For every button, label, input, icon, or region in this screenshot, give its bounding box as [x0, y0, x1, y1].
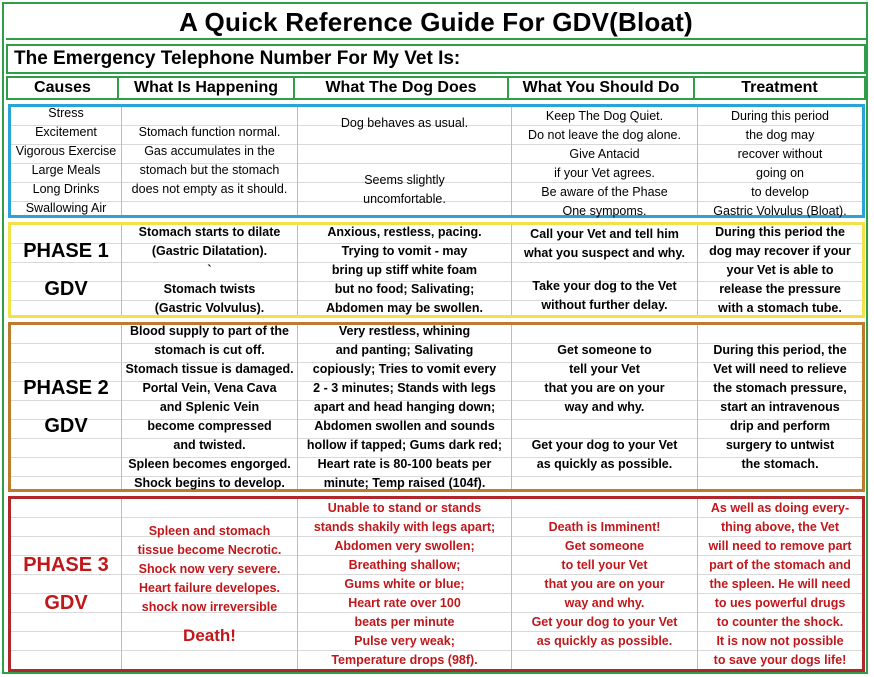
section-phase-1 [8, 222, 865, 318]
phase3-dog-does [298, 499, 512, 669]
phase3-sublabel: GDV [44, 592, 88, 614]
phase3-happening [122, 522, 297, 617]
section-phase-2 [8, 322, 865, 492]
phase2-should-do [512, 325, 698, 489]
section-phase-3 [8, 496, 865, 672]
cell-line: start an intravenous [720, 399, 840, 414]
cell-line: thing above, the Vet [720, 519, 840, 534]
death-label: Death! [183, 625, 236, 645]
header-dog-does: What The Dog Does [295, 78, 509, 98]
phase1-dog-does [298, 225, 512, 315]
cell-line: that you are on your [544, 380, 665, 395]
phase3-treatment [698, 499, 862, 669]
cell-line: the dog may [745, 128, 815, 142]
cell-line: recover without [737, 147, 823, 161]
cell-line: During this period, the [713, 342, 847, 357]
cell-line: dog may recover if your [709, 243, 851, 258]
cell-line: Shock begins to develop. [134, 475, 285, 490]
cell-line: One sympoms. [562, 204, 647, 218]
cell-line: Keep The Dog Quiet. [545, 109, 664, 123]
cell-line [512, 417, 697, 436]
cell-line: Heart failure developes. [138, 580, 281, 595]
cell-line: become compressed [147, 418, 272, 433]
cell-line: with a stomach tube. [718, 300, 842, 315]
cell-line: uncomfortable. [363, 191, 446, 206]
cell-line: drip and perform [729, 418, 830, 433]
cell-line: your Vet is able to [726, 262, 834, 277]
cell-line: Unable to stand or stands [327, 500, 482, 515]
cell-line [512, 263, 697, 277]
cell-line: Gums white or blue; [344, 576, 465, 591]
cell-line: and Splenic Vein [159, 399, 260, 414]
cell-line: stomach is cut off. [154, 342, 265, 357]
cell-line: (Gastric Dilatation). [151, 243, 268, 258]
phase1-should-do [512, 225, 698, 315]
cell-line: bring up stiff white foam [331, 262, 478, 277]
cell-line: Spleen becomes engorged. [128, 456, 291, 471]
cell-line: It is now not possible [716, 633, 844, 648]
page-title: A Quick Reference Guide For GDV(Bloat) [6, 6, 866, 40]
cell-line [298, 133, 511, 152]
cell-line: tissue become Necrotic. [137, 542, 282, 557]
cell-line: to tell your Vet [561, 557, 648, 572]
cell-line: Temperature drops (98f). [331, 652, 478, 667]
cell-line: will need to remove part [708, 538, 852, 553]
cell-line: Be aware of the Phase [541, 185, 668, 199]
phase2-sublabel: GDV [44, 415, 88, 437]
cell-line: as quickly as possible. [536, 633, 673, 648]
cell-line: Get someone [564, 538, 645, 553]
cell-line [298, 152, 511, 171]
cell-line: minute; Temp raised (104f). [323, 475, 486, 490]
phase2-label: PHASE 2 [23, 377, 109, 399]
header-should-do: What You Should Do [509, 78, 695, 98]
pre-dog-does [298, 107, 512, 215]
cell-line: Take your dog to the Vet [532, 279, 677, 293]
cell-line: but no food; Salivating; [334, 281, 475, 296]
cell-line: Give Antacid [569, 147, 640, 161]
pre-treatment [698, 107, 862, 218]
cell-line: Vet will need to relieve [713, 361, 847, 376]
cell-line: release the pressure [719, 281, 841, 296]
cell-line: Dog behaves as usual. [340, 115, 469, 130]
header-treatment: Treatment [741, 79, 818, 96]
cell-line: Get your dog to your Vet [531, 614, 678, 629]
cell-line: if your Vet agrees. [554, 166, 655, 180]
cell-line: way and why. [564, 595, 645, 610]
cell-line: Long Drinks [32, 182, 100, 196]
cell-line: hollow if tapped; Gums dark red; [306, 437, 503, 452]
phase1-sublabel: GDV [44, 278, 88, 300]
cell-line: stomach but the stomach [139, 163, 280, 177]
cell-line: Abdomen swollen and sounds [314, 418, 495, 433]
phase3-should-do [512, 499, 698, 669]
cell-line: Portal Vein, Vena Cava [142, 380, 277, 395]
cell-line: Trying to vomit - may [341, 243, 468, 258]
cell-line: to counter the shock. [716, 614, 844, 629]
cell-line: Get your dog to your Vet [531, 437, 678, 452]
cell-line: copiously; Tries to vomit every [312, 361, 497, 376]
section-pre-phase [8, 104, 865, 218]
phase2-treatment [698, 325, 862, 489]
cell-line: stands shakily with legs apart; [313, 519, 496, 534]
phase3-happening-cell [122, 499, 298, 669]
cell-line: Breathing shallow; [348, 557, 461, 572]
cell-line: to save your dogs life! [713, 652, 847, 667]
vet-phone-line: The Emergency Telephone Number For My Vet Is: [6, 44, 866, 74]
cell-line: and panting; Salivating [335, 342, 474, 357]
cell-line: Spleen and stomach [148, 523, 271, 538]
cell-line: Pulse very weak; [354, 633, 455, 648]
cell-line: ` [207, 262, 212, 277]
phase1-treatment [698, 225, 862, 315]
pre-should-do [512, 107, 698, 218]
cell-line: and twisted. [173, 437, 246, 452]
cell-line: Stomach starts to dilate [138, 224, 281, 239]
cell-line: Abdomen may be swollen. [326, 300, 483, 315]
cell-line: Vigorous Exercise [15, 144, 117, 158]
cell-line: the spleen. He will need [709, 576, 851, 591]
cell-line: Call your Vet and tell him [530, 227, 679, 241]
cell-line: Shock now very severe. [138, 561, 281, 576]
cell-line: Abdomen very swollen; [334, 538, 475, 553]
cell-line: shock now irreversible [141, 599, 278, 614]
cell-line: Heart rate over 100 [348, 595, 461, 610]
header-happening: What Is Happening [119, 78, 295, 98]
cell-line: going on [756, 166, 804, 180]
cell-line: 2 - 3 minutes; Stands with legs [313, 380, 496, 395]
cell-line: Seems slightly [364, 172, 445, 187]
cell-line: Do not leave the dog alone. [528, 128, 681, 142]
header-causes: Causes [8, 78, 119, 98]
phase3-label: PHASE 3 [23, 554, 109, 576]
phase2-happening [122, 325, 298, 489]
cell-line: what you suspect and why. [524, 246, 685, 260]
cell-line: the stomach pressure, [713, 380, 847, 395]
cell-line: Get someone to [557, 342, 652, 357]
cell-line: to ues powerful drugs [714, 595, 846, 610]
cell-line: Gas accumulates in the [144, 144, 275, 158]
cell-line: Swallowing Air [25, 201, 107, 215]
phase1-happening [122, 225, 298, 315]
cell-line: During this period [731, 109, 829, 123]
cell-line: Death is Imminent! [548, 519, 661, 534]
phase3-label-cell [11, 499, 122, 669]
phase1-label: PHASE 1 [23, 240, 109, 262]
cell-line: to develop [751, 185, 809, 199]
cell-line: (Gastric Volvulus). [154, 300, 265, 315]
cell-line: As well as doing every- [710, 500, 850, 515]
cell-line: Stress [48, 106, 84, 120]
cell-line: beats per minute [354, 614, 455, 629]
cell-line: Anxious, restless, pacing. [327, 224, 482, 239]
cell-line: During this period the [715, 224, 845, 239]
pre-causes [11, 107, 122, 215]
cell-line: surgery to untwist [725, 437, 835, 452]
cell-line: that you are on your [544, 576, 665, 591]
cell-line: Very restless, whining [338, 323, 471, 338]
cell-line: the stomach. [741, 456, 819, 471]
cell-line: Stomach function normal. [138, 125, 281, 139]
cell-line: way and why. [564, 399, 645, 414]
phase1-label-cell [11, 225, 122, 315]
cell-line: Heart rate is 80-100 beats per [317, 456, 492, 471]
cell-line: Gastric Volvulus (Bloat). [713, 204, 847, 218]
cell-line: Blood supply to part of the [129, 323, 289, 338]
cell-line: tell your Vet [569, 361, 640, 376]
column-headers [6, 76, 866, 100]
cell-line: part of the stomach and [709, 557, 851, 572]
cell-line: Large Meals [31, 163, 101, 177]
cell-line: does not empty as it should. [131, 182, 288, 196]
cell-line: Stomach twists [163, 281, 256, 296]
cell-line: apart and head hanging down; [313, 399, 496, 414]
cell-line: without further delay. [541, 298, 668, 312]
cell-line: as quickly as possible. [536, 456, 673, 471]
phase2-dog-does [298, 325, 512, 489]
cell-line: Excitement [35, 125, 97, 139]
pre-happening [122, 107, 298, 215]
phase2-label-cell [11, 325, 122, 489]
cell-line: Stomach tissue is damaged. [125, 361, 294, 376]
